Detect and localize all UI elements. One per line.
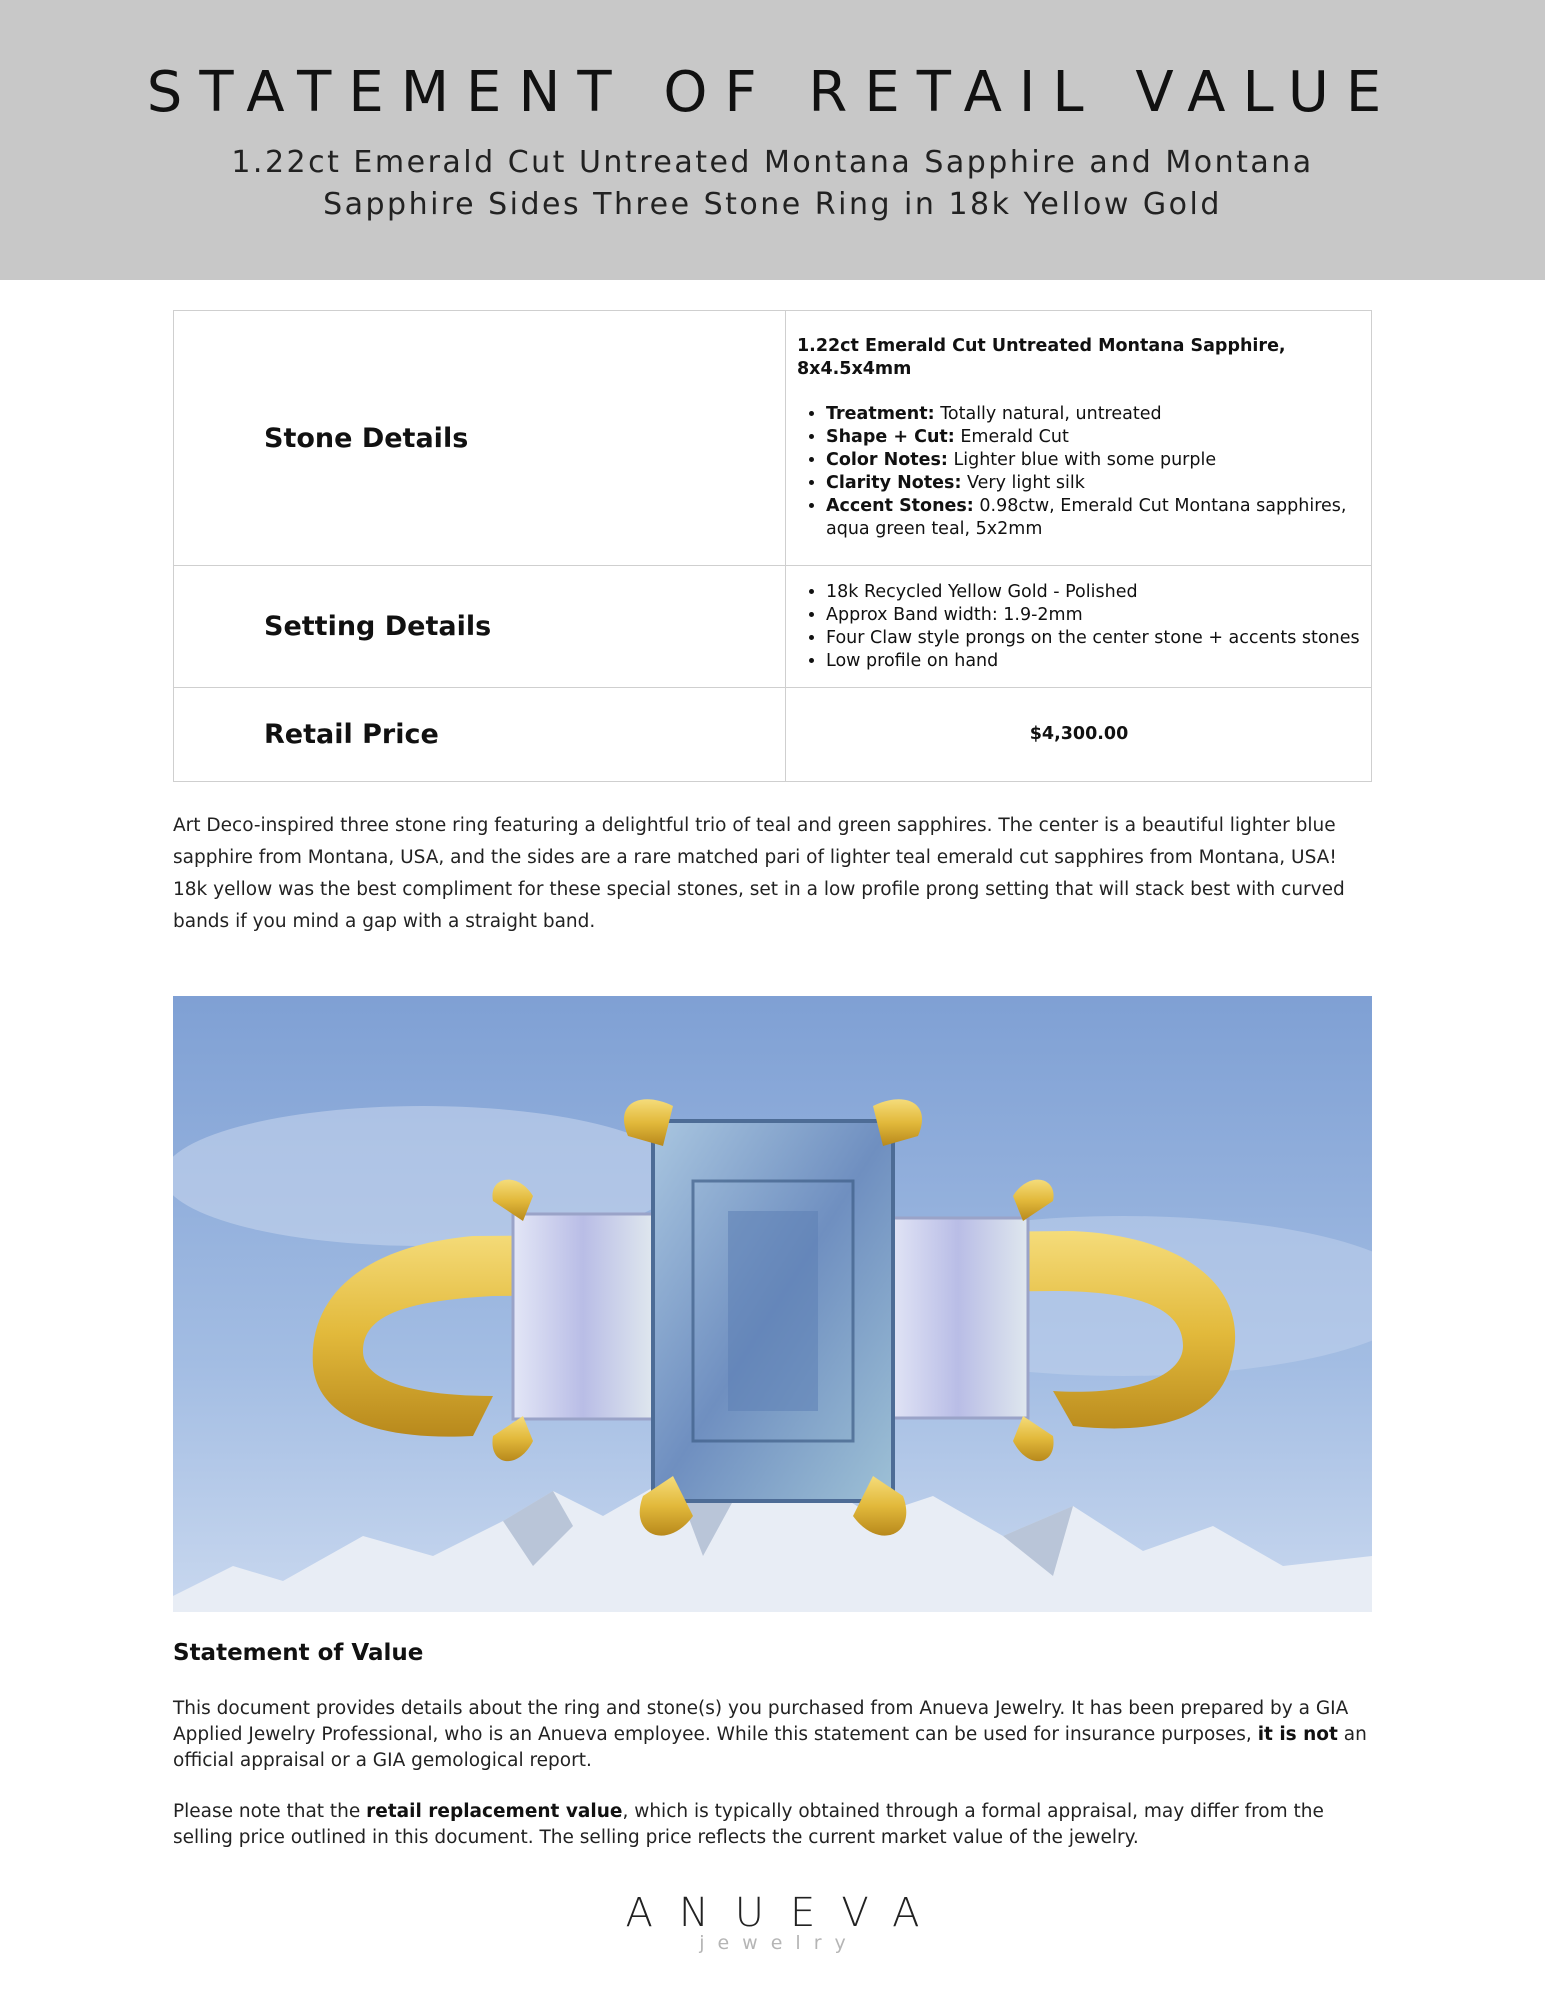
list-item: • Approx Band width: 1.9-2mm	[826, 604, 1361, 627]
stone-heading: 1.22ct Emerald Cut Untreated Montana Sapphire, 8x4.5x4mm	[797, 336, 1286, 379]
setting-details-row	[174, 566, 1372, 688]
logo-brand: ANUEVA	[625, 1890, 946, 1936]
retail-price-row	[174, 688, 1372, 782]
logo-sub: jewelry	[699, 1932, 859, 1954]
document-title: STATEMENT OF RETAIL VALUE	[146, 60, 1399, 125]
details-table	[173, 310, 1372, 782]
stone-details-list	[797, 403, 1361, 541]
header-banner	[0, 0, 1545, 280]
list-item: • 18k Recycled Yellow Gold - Polished	[826, 581, 1361, 604]
stone-details-row	[174, 311, 1372, 566]
subtitle-line-1: 1.22ct Emerald Cut Untreated Montana Sapphire and Montana	[231, 145, 1314, 180]
list-item: • Low profile on hand	[826, 650, 1361, 673]
list-item: • Clarity Notes: Very light silk	[826, 472, 1361, 495]
ring-description: Art Deco-inspired three stone ring featuring a delightful trio of teal and green sapphires. The center is a beautiful lighter blue sapphire from Montana, USA, and the sides are a rare matched pari of lighter teal emerald cut sapphires from Montana, USA! 18k yellow was the best compliment for these special stones, set in a low profile prong setting that will stack best with curved bands if you mind a gap with a straight band.	[173, 815, 1345, 932]
center-stone-table	[728, 1211, 818, 1411]
setting-details-content	[786, 566, 1372, 688]
side-stone-left	[513, 1214, 653, 1419]
stone-details-content	[786, 311, 1372, 566]
setting-details-list	[797, 581, 1361, 673]
list-item: • Accent Stones: 0.98ctw, Emerald Cut Montana sapphires, aqua green teal, 5x2mm	[826, 495, 1361, 541]
stone-details-label: Stone Details	[174, 311, 786, 566]
statement-paragraph-2: Please note that the retail replacement value, which is typically obtained through a formal appraisal, may differ from the selling price outlined in this document. The selling price reflects the current market value of the jewelry.	[173, 1801, 1324, 1848]
side-stone-right	[888, 1218, 1028, 1418]
ring-photo	[173, 996, 1372, 1612]
list-item: • Color Notes: Lighter blue with some purple	[826, 449, 1361, 472]
statement-title: Statement of Value	[173, 1640, 424, 1666]
anueva-logo	[0, 1890, 1545, 1954]
ring-illustration	[173, 996, 1372, 1612]
setting-details-label: Setting Details	[174, 566, 786, 688]
retail-price-value: $4,300.00	[786, 688, 1372, 782]
subtitle-line-2: Sapphire Sides Three Stone Ring in 18k Yellow Gold	[323, 187, 1222, 222]
statement-paragraph-1: This document provides details about the ring and stone(s) you purchased from Anueva Jewelry. It has been prepared by a GIA Applied Jewelry Professional, who is an Anueva employee. While this statement can be used for insurance purposes, it is not an official appraisal or a GIA gemological report.	[173, 1698, 1367, 1771]
document-subtitle	[180, 142, 1365, 226]
list-item: • Four Claw style prongs on the center stone + accents stones	[826, 627, 1361, 650]
retail-price-label: Retail Price	[174, 688, 786, 782]
list-item: • Shape + Cut: Emerald Cut	[826, 426, 1361, 449]
list-item: • Treatment: Totally natural, untreated	[826, 403, 1361, 426]
